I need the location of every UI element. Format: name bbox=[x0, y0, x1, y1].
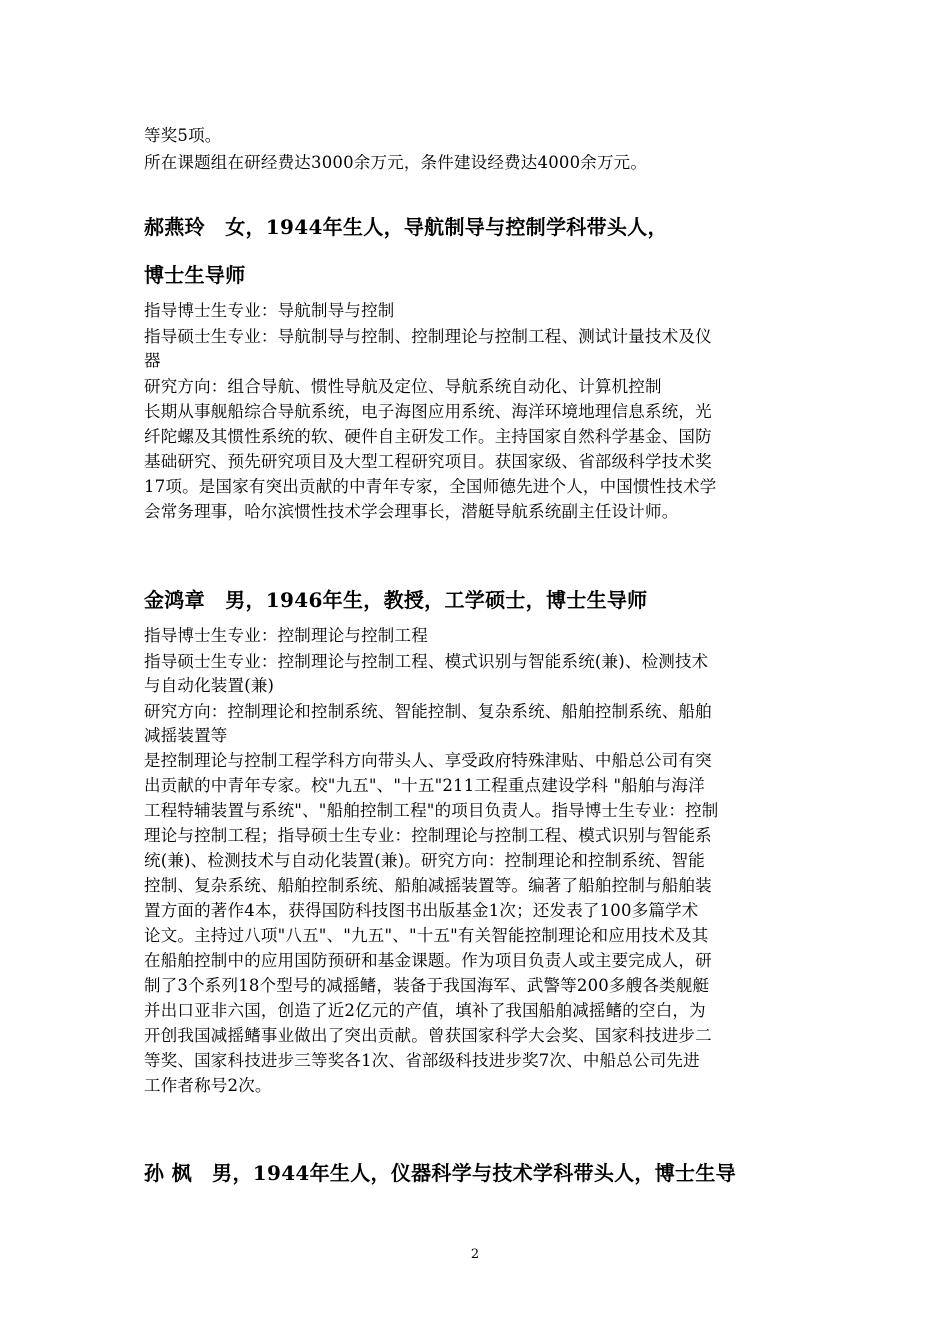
section-heading: 金鸿章 男，1946年生，教授，工学硕士，博士生导师 bbox=[144, 588, 648, 612]
section-heading: 郝燕玲 女，1944年生人，导航制导与控制学科带头人， bbox=[144, 215, 668, 239]
body-line: 统(兼)、检测技术与自动化装置(兼)。研究方向：控制理论和控制系统、智能 bbox=[144, 851, 705, 870]
section-heading: 孙 枫 男，1944年生人，仪器科学与技术学科带头人，博士生导 bbox=[144, 1161, 736, 1185]
body-line: 论文。主持过八项"八五"、"九五"、"十五"有关智能控制理论和应用技术及其 bbox=[144, 926, 709, 945]
page-number: 2 bbox=[470, 1247, 480, 1262]
body-line: 指导硕士生专业：控制理论与控制工程、模式识别与智能系统(兼)、检测技术 bbox=[144, 652, 709, 671]
body-line: 17项。是国家有突出贡献的中青年专家，全国师德先进个人，中国惯性技术学 bbox=[144, 477, 717, 496]
body-line: 减摇装置等 bbox=[144, 726, 228, 745]
body-line: 在船舶控制中的应用国防预研和基金课题。作为项目负责人或主要完成人，研 bbox=[144, 951, 712, 970]
body-line: 理论与控制工程；指导硕士生专业：控制理论与控制工程、模式识别与智能系 bbox=[144, 826, 712, 845]
body-line: 器 bbox=[144, 351, 161, 370]
body-line: 指导博士生专业：控制理论与控制工程 bbox=[144, 626, 428, 645]
body-line: 等奖、国家科技进步三等奖各1次、省部级科技进步奖7次、中船总公司先进 bbox=[144, 1051, 700, 1070]
body-line: 置方面的著作4本，获得国防科技图书出版基金1次；还发表了100多篇学术 bbox=[144, 901, 699, 920]
body-line: 纤陀螺及其惯性系统的软、硬件自主研发工作。主持国家自然科学基金、国防 bbox=[144, 427, 712, 446]
intro-line: 等奖5项。 bbox=[144, 126, 222, 145]
body-line: 长期从事舰船综合导航系统，电子海图应用系统、海洋环境地理信息系统，光 bbox=[144, 402, 712, 421]
body-line: 工作者称号2次。 bbox=[144, 1076, 272, 1095]
body-line: 与自动化装置(兼) bbox=[144, 676, 275, 695]
intro-line: 所在课题组在研经费达3000余万元，条件建设经费达4000余万元。 bbox=[144, 153, 648, 172]
body-line: 研究方向：控制理论和控制系统、智能控制、复杂系统、船舶控制系统、船舶 bbox=[144, 702, 712, 721]
body-line: 会常务理事，哈尔滨惯性技术学会理事长，潜艇导航系统副主任设计师。 bbox=[144, 502, 679, 521]
body-line: 开创我国减摇鳍事业做出了突出贡献。曾获国家科学大会奖、国家科技进步二 bbox=[144, 1026, 712, 1045]
body-line: 基础研究、预先研究项目及大型工程研究项目。获国家级、省部级科学技术奖 bbox=[144, 452, 712, 471]
body-line: 控制、复杂系统、船舶控制系统、船舶减摇装置等。编著了船舶控制与船舶装 bbox=[144, 876, 712, 895]
body-line: 指导博士生专业：导航制导与控制 bbox=[144, 301, 395, 320]
body-line: 制了3个系列18个型号的减摇鳍，装备于我国海军、武警等200多艘各类舰艇 bbox=[144, 976, 710, 995]
body-line: 是控制理论与控制工程学科方向带头人、享受政府特殊津贴、中船总公司有突 bbox=[144, 751, 712, 770]
body-line: 工程特辅装置与系统"、"船舶控制工程"的项目负责人。指导博士生专业：控制 bbox=[144, 801, 719, 820]
body-line: 出贡献的中青年专家。校"九五"、"十五"211工程重点建设学科 "船舶与海洋 bbox=[144, 776, 705, 795]
body-line: 指导硕士生专业：导航制导与控制、控制理论与控制工程、测试计量技术及仪 bbox=[144, 327, 712, 346]
body-line: 并出口亚非六国，创造了近2亿元的产值，填补了我国船舶减摇鳍的空白，为 bbox=[144, 1001, 706, 1020]
section-heading: 博士生导师 bbox=[144, 263, 246, 287]
body-line: 研究方向：组合导航、惯性导航及定位、导航系统自动化、计算机控制 bbox=[144, 377, 662, 396]
